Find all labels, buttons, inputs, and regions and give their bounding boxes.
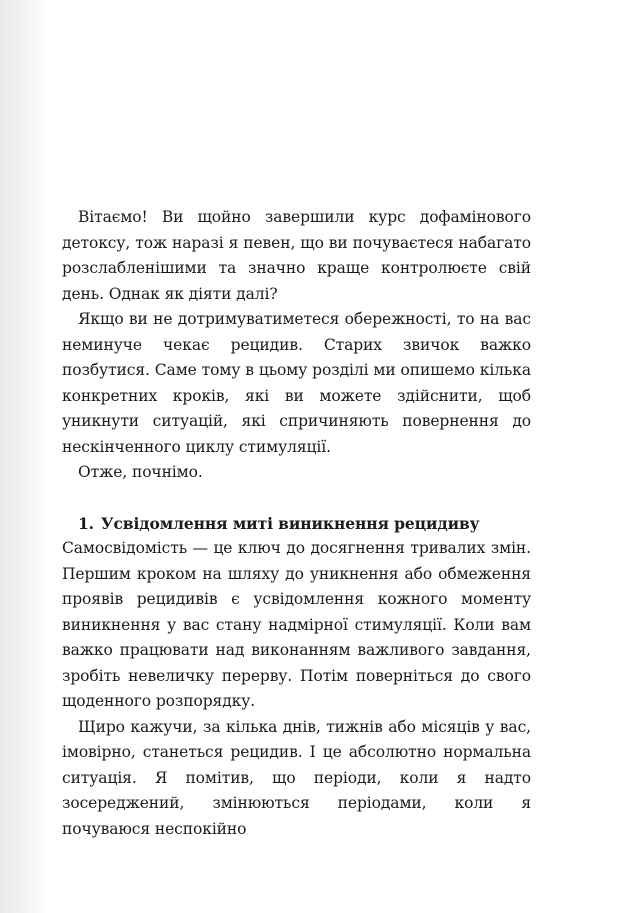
paragraph-intro-1: Вітаємо! Ви щойно завершили курс дофамінового детоксу, тож наразі я певен, що ви почуваєтеся набагато розслабленішими та значно краще контролюєте свій день. Однак як діяти далі? bbox=[62, 208, 531, 303]
section-number: 1. bbox=[78, 513, 94, 533]
paragraph-intro-2: Якщо ви не дотримуватиметеся обережності, то на вас неминуче чекає рецидив. Старих звичок важко позбутися. Саме тому в цьому розділі ми опишемо кілька конкретних кроків, які ви можете здійснити, щоб уникнути ситуацій, які спричиняють повернення до нескінченного циклу стимуляції. bbox=[62, 310, 531, 456]
section-title: Усвідомлення миті виникнення рецидиву bbox=[100, 513, 480, 533]
book-page bbox=[62, 205, 531, 842]
section-heading bbox=[62, 511, 531, 537]
paragraph-section-2: Щиро кажучи, за кілька днів, тижнів або місяців у вас, імовірно, станеться рецидив. І це абсолютно нормальна ситуація. Я помітив, що періоди, коли я надто зосереджений, змінюються періодами, коли я почуваюся неспокійно bbox=[62, 717, 531, 838]
paragraph-intro-3: Отже, почнімо. bbox=[78, 463, 203, 481]
paragraph-section-1: Самосвідомість — це ключ до досягнення тривалих змін. Першим кроком на шляху до уникнення або обмеження проявів рецидивів є усвідомлення кожного моменту виникнення у вас стану надмірної стимуляції. Коли вам важко працювати над виконанням важливого завдання, зробіть невеличку перерву. Потім поверніться до свого щоденного розпорядку. bbox=[62, 539, 531, 710]
page-gutter-shadow bbox=[0, 0, 46, 913]
